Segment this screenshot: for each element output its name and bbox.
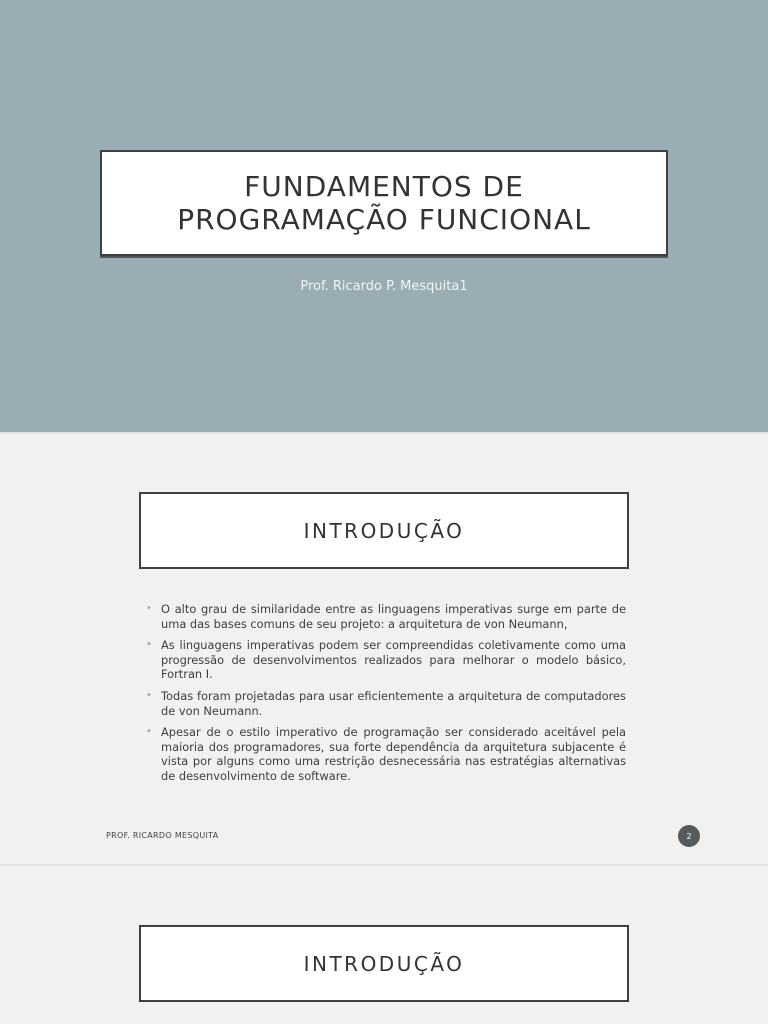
bullet-item: • O alto grau de similaridade entre as linguagens imperativas surge em parte de uma das bases comuns de seu projeto: a arquitetura de von Neumann, [146,602,626,631]
title-box [100,150,668,256]
title-slide [0,0,768,432]
content-slide-introducao-2 [0,866,768,1024]
bullet-item: • Todas foram projetadas para usar eficientemente a arquitetura de computadores de von Neumann. [146,689,626,718]
bullet-item: • As linguagens imperativas podem ser compreendidas coletivamente como uma progressão de desenvolvimentos realizados para melhorar o modelo básico, Fortran I. [146,638,626,682]
heading-box [139,492,629,569]
bullet-item: • Apesar de o estilo imperativo de programação ser considerado aceitável pela maioria dos programadores, sua forte dependência da arquitetura subjacente é vista por alguns como uma restrição desnecessária nas estratégias alternativas de desenvolvimento de software. [146,725,626,783]
slide-heading: INTRODUÇÃO [303,518,465,543]
bullet-list [146,602,626,791]
presentation-title: FUNDAMENTOS DE PROGRAMAÇÃO FUNCIONAL [177,170,591,236]
slide-footer: PROF. RICARDO MESQUITA [106,831,219,840]
heading-box [139,925,629,1002]
content-slide-introducao [0,434,768,864]
presentation-subtitle: Prof. Ricardo P. Mesquita1 [300,279,468,294]
page-number-badge: 2 [678,825,700,847]
slide-heading: INTRODUÇÃO [303,951,465,976]
